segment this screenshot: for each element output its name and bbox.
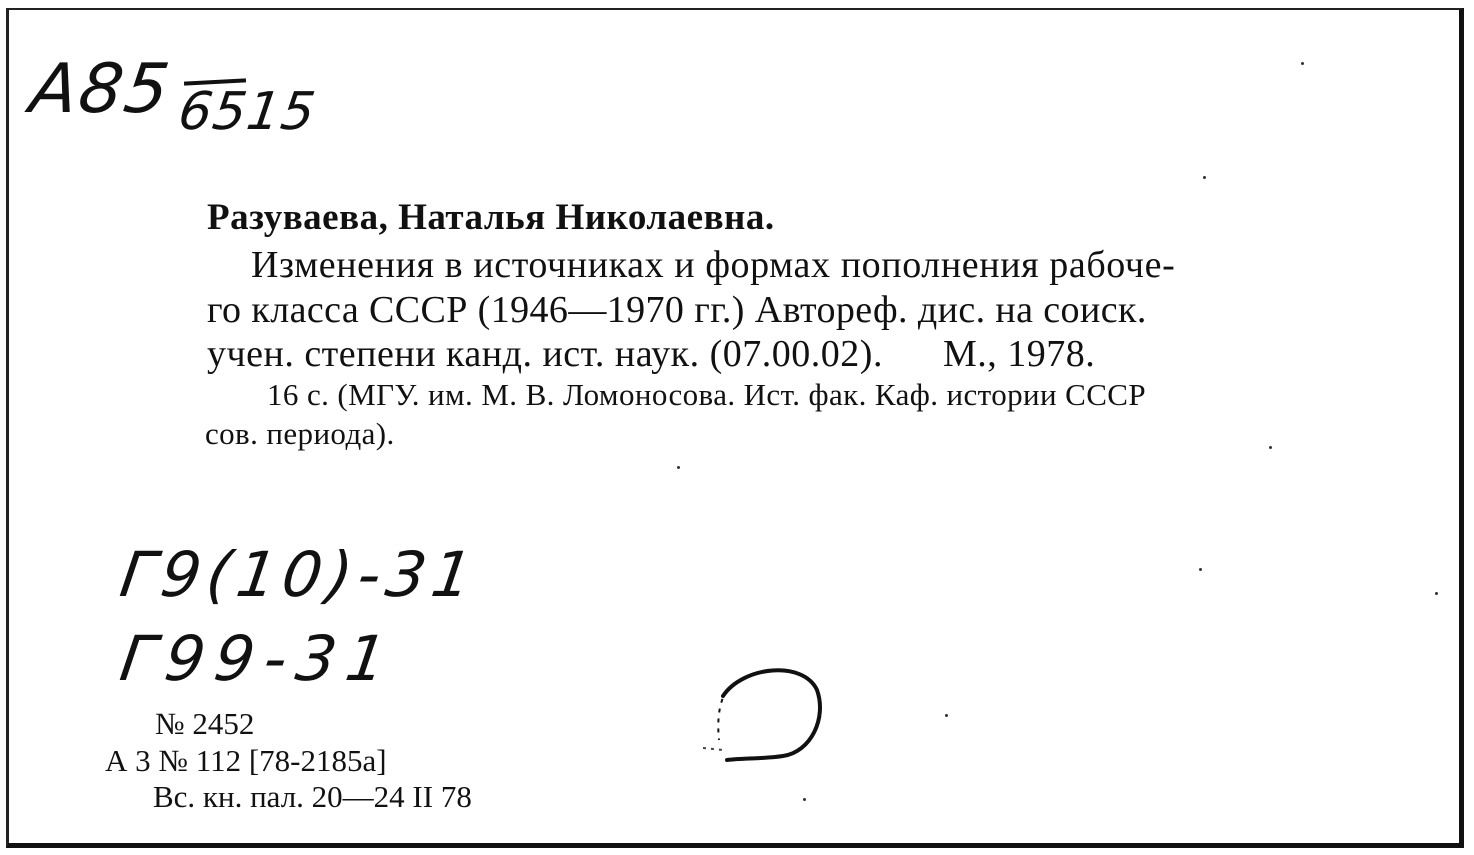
paper-speck xyxy=(1269,446,1272,449)
paper-speck xyxy=(1435,592,1438,595)
record-title-line-3-text: учен. степени канд. ист. наук. (07.00.02). xyxy=(207,333,883,375)
paper-speck xyxy=(1301,62,1304,65)
record-imprint: М., 1978. xyxy=(942,333,1096,375)
handwritten-shelfmark-prefix: А85 xyxy=(25,50,176,129)
order-number-line: А 3 № 112 [78-2185а] xyxy=(105,743,387,778)
record-title-line-3 xyxy=(207,332,1095,376)
record-note-line-2: сов. периода). xyxy=(205,416,395,451)
paper-speck xyxy=(945,714,948,717)
record-title-line-2: го класса СССР (1946—1970 гг.) Автореф. дис. на соиск. xyxy=(207,289,1147,331)
handwritten-classmark-2: Г99-31 xyxy=(115,622,401,695)
record-title-line-1: Изменения в источниках и формах пополнения рабоче- xyxy=(251,244,1176,286)
paper-speck xyxy=(803,798,806,801)
record-author: Разуваева, Наталья Николаевна. xyxy=(207,197,775,238)
handwritten-classmark-1: Г9(10)-31 xyxy=(115,538,483,611)
book-chamber-line: Вс. кн. пал. 20—24 II 78 xyxy=(153,779,472,814)
catalog-card xyxy=(6,8,1464,848)
paper-speck xyxy=(677,466,680,469)
paper-speck xyxy=(1203,176,1206,179)
handwritten-shelfmark-number: 6515 xyxy=(174,82,320,142)
hand-drawn-circle-mark xyxy=(693,660,833,780)
registration-number: № 2452 xyxy=(155,706,255,741)
paper-speck xyxy=(1199,568,1202,571)
record-note-line-1: 16 с. (МГУ. им. М. В. Ломоносова. Ист. фак. Каф. истории СССР xyxy=(267,377,1147,412)
